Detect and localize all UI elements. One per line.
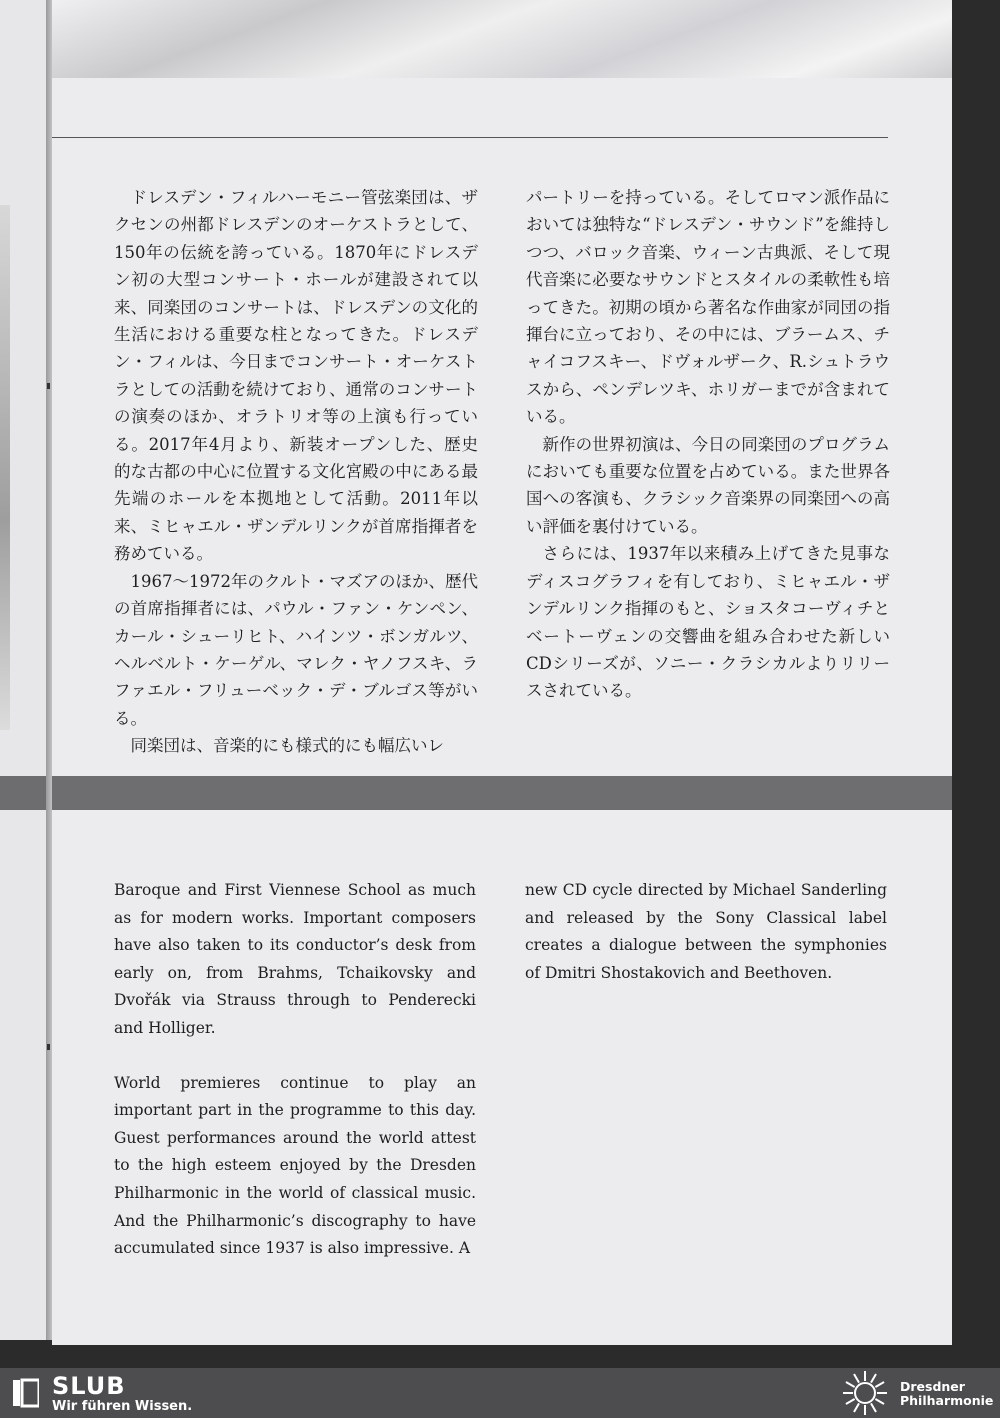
previous-page-photo [0,205,10,730]
marble-header-strip [52,0,952,78]
japanese-column-left [114,184,478,760]
header-rule [52,137,888,138]
japanese-paragraph: 1967～1972年のクルト・マズアのほか、歴代の首席指揮者には、パウル・ファン・ケンペン、カール・シューリヒト、ハインツ・ボンガルツ、ヘルベルト・ケーゲル、マレク・ヤノフスキ、ラファエル・フリューベック・デ・ブルゴス等がいる。 [114,571,478,728]
english-column-right [525,877,887,987]
english-column-left [114,877,476,1263]
binding-mark [47,1044,50,1050]
dp-name-line2: Philharmonie [900,1393,994,1408]
section-divider-band [52,776,952,810]
japanese-paragraph: ドレスデン・フィルハーモニー管弦楽団は、ザクセンの州都ドレスデンのオーケストラとして、150年の伝統を誇っている。1870年にドレスデン初の大型コンサート・ホールが建設されて以来、同楽団のコンサートは、ドレスデンの文化的生活における重要な柱となってきた。ドレスデン・フィルは、今日までコンサート・オーケストラとしての活動を続けており、通常のコンサートの演奏のほか、オラトリオ等の上演も行っている。2017年4月より、新装オープンした、歴史的な古都の中心に位置する文化宮殿の中にある最先端のホールを本拠地として活動。2011年以来、ミヒャエル・ザンデルリンクが首席指揮者を務めている。 [114,188,478,564]
english-paragraph: World premieres continue to play an important part in the programme to this day. Guest performances around the world attest to the high esteem enjoyed by the Dresden Philharmonic in the world of classical music. And the Philharmonic’s discography to have accumulated since 1937 is also impressive. A [114,1073,476,1258]
previous-page-band [0,776,50,810]
dresdner-philharmonie-logo-icon [842,1370,888,1416]
japanese-paragraph: パートリーを持っている。そしてロマン派作品においては独特な“ドレスデン・サウンド”を維持しつつ、バロック音楽、ウィーン古典派、そして現代音楽に必要なサウンドとスタイルの柔軟性も培ってきた。初期の頃から著名な作曲家が同団の指揮台に立っており、その中には、ブラームス、チャイコフスキー、ドヴォルザーク、R.シュトラウスから、ペンデレツキ、ホリガーまでが含まれている。 [526,188,890,427]
brochure-page [52,0,952,1345]
binding-mark [47,383,50,389]
japanese-paragraph: 同楽団は、音楽的にも様式的にも幅広いレ [130,736,444,756]
dp-name-line1: Dresdner [900,1379,965,1394]
japanese-paragraph: 新作の世界初演は、今日の同楽団のプログラムにおいても重要な位置を占めている。また世界各国への客演も、クラシック音楽界の同楽団への高い評価を裏付けている。 [526,434,890,536]
english-paragraph: Baroque and First Viennese School as much as for modern works. Important composers have also taken to its conductor’s desk from early on, from Brahms, Tchaikovsky and Dvořák via Strauss through to Penderecki and Holliger. [114,881,476,1037]
previous-page-edge [0,0,50,1340]
dresdner-philharmonie-name [900,1380,993,1408]
slub-logo-icon [13,1378,39,1408]
slub-tagline: Wir führen Wissen. [52,1399,193,1414]
english-paragraph: new CD cycle directed by Michael Sanderling and released by the Sony Classical label creates a dialogue between the symphonies of Dmitri Shostakovich and Beethoven. [525,881,887,982]
japanese-column-right [526,184,890,705]
slub-name: SLUB [52,1372,126,1400]
japanese-paragraph: さらには、1937年以来積み上げてきた見事なディスコグラフィを有しており、ミヒャエル・ザンデルリンク指揮のもと、ショスタコーヴィチとベートーヴェンの交響曲を組み合わせた新しいCDシリーズが、ソニー・クラシカルよりリリースされている。 [526,544,890,701]
